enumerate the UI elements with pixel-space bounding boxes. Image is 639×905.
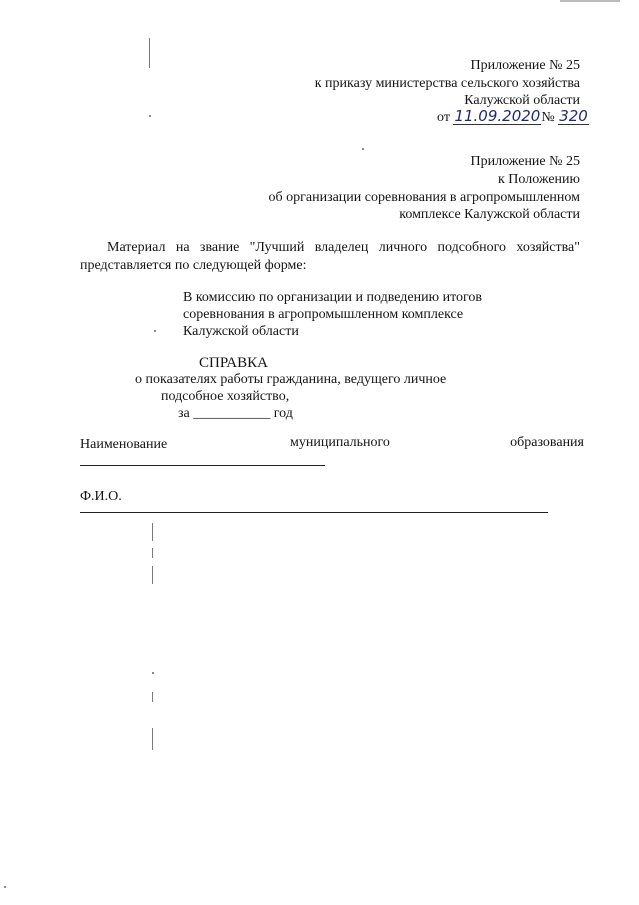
year-prefix: за bbox=[178, 406, 190, 421]
municipality-word3: образования bbox=[510, 435, 584, 450]
regulation-reference: к Положению bbox=[497, 172, 580, 187]
appendix-number: Приложение № 25 bbox=[470, 58, 580, 73]
order-region: Калужской области bbox=[464, 93, 580, 108]
date-prefix: от bbox=[437, 110, 450, 125]
regulation-title-line1: об организации соревнования в агропромышленном bbox=[268, 190, 580, 205]
year-line bbox=[178, 404, 293, 424]
title-line1: о показателях работы гражданина, ведущего личное bbox=[135, 372, 447, 387]
intro-line2: представляется по следующей форме: bbox=[80, 258, 307, 273]
municipality-word1: Наименование bbox=[80, 437, 168, 452]
handwritten-date: 11.09.2020 bbox=[454, 107, 541, 125]
addressee-line3: Калужской области bbox=[183, 324, 299, 339]
sub-appendix-number: Приложение № 25 bbox=[470, 154, 580, 169]
title-line2: подсобное хозяйство, bbox=[161, 389, 290, 404]
year-suffix: год bbox=[273, 406, 293, 421]
fio-underline bbox=[80, 512, 548, 513]
municipality-word2: муниципального bbox=[290, 435, 390, 450]
order-reference: к приказу министерства сельского хозяйства bbox=[314, 76, 580, 91]
fio-label: Ф.И.О. bbox=[80, 489, 122, 504]
intro-line1: Материал на звание "Лучший владелец личного подсобного хозяйства" bbox=[107, 240, 580, 255]
handwritten-number: 320 bbox=[559, 107, 588, 125]
order-date-line bbox=[437, 108, 589, 128]
addressee-line2: соревнования в агропромышленном комплексе bbox=[183, 307, 464, 322]
addressee-line1: В комиссию по организации и подведению итогов bbox=[183, 290, 483, 305]
number-label: № bbox=[541, 110, 555, 125]
document-title: СПРАВКА bbox=[199, 355, 268, 371]
regulation-title-line2: комплексе Калужской области bbox=[399, 207, 580, 222]
municipality-underline bbox=[80, 465, 325, 466]
year-blank: ___________ bbox=[193, 406, 271, 421]
